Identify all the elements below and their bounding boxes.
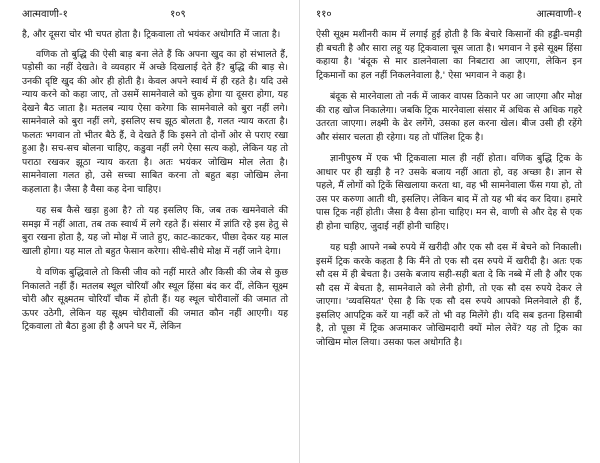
paragraph: ये वणिक बुद्धिवाले तो किसी जीव को नहीं मारते और किसी की जेब से कुछ निकालते नहीं हैं। मतलब स्थूल चोरियाँ और स्थूल हिंसा बंद कर दीं, लेकिन सूक्ष्म चोरी और सूक्ष्मतम चोरियाँ चौक में होती हैं। यह स्थूल चोरीवालों की जमात तो ऊपर उठेगी, लेकिन यह सूक्ष्म चोरीवालों की जमात कौन नहीं आएगी। यह ट्रिकवाला तो बैठा हुआ ही है अपने घर में, लेकिन — [22, 267, 288, 332]
running-head: आत्मवाणी-१ — [22, 9, 68, 20]
paragraph: है, और दूसरा चोर भी चपत होता है। ट्रिकवाला तो भयंकर अधोगति में जाता है। — [22, 29, 281, 40]
running-head: आत्मवाणी-१ — [536, 9, 582, 20]
paragraph: बंदूक से मारनेवाला तो नर्क में जाकर वापस ठिकाने पर आ जाएगा और मोक्ष की राह खोज निकालेगा। जबकि ट्रिक मारनेवाला संसार में अधिक से अधिक गहरे उतरता जाएगा। लक्ष्मी के ढेर लगेंगे, उसका हल करना खेल। बीज उसी ही रहेंगे और संसार चलता ही रहेगा। यह तो पॉलिश ट्रिक है। — [316, 91, 582, 143]
right-page — [300, 0, 600, 463]
left-page-header — [22, 8, 288, 24]
page-number: ११० — [316, 9, 332, 20]
page-number: १०९ — [170, 9, 186, 20]
paragraph: ऐसी सूक्ष्म मशीनरी काम में लगाई हुई होती है कि बेचारे किसानों की हड्डी-चमड़ी ही बचती है और सारा लहू यह ट्रिकवाला चूस जाता है। भगवान ने इसे सूक्ष्म हिंसा कहाया है। 'बंदूक से मार डालनेवाला का निबटारा आ जाएगा, लेकिन इन ट्रिकमानों का हल नहीं निकलनेवाला है,' ऐसा भगवान ने कहा है। — [316, 29, 582, 81]
paragraph: ज्ञानीपुरुष में एक भी ट्रिकवाला माल ही नहीं होता। वणिक बुद्धि ट्रिक के आधार पर ही खड़ी है न? उसके बजाय नहीं आता हो, वह अच्छा है। ज्ञान से पहले, मैं लोगों को ट्रिकें सिखलाया करता था, वह भी सामनेवाला फँस गया हो, तो उस पर करुणा आती थी, इसलिए। लेकिन बाद में तो यह भी बंद कर दिया। हमारे पास ट्रिक नहीं होती। जैसा है वैसा होना चाहिए। मन से, वाणी से और देह से एक ही होना चाहिए, जुदाई नहीं होनी चाहिए। — [316, 153, 582, 232]
right-page-header — [316, 8, 582, 24]
paragraph: यह सब कैसे खड़ा हुआ है? तो यह इसलिए कि, जब तक खमनेवाले की समझ में नहीं आता, तब तक स्वार्थ में लगे रहते हैं। संसार में ज्ञांति रहे इस हेतु से बुरा रखना होता है, यह जो मोक्ष में जाते हुए, काट-काटकर, पीछा देकर यह माल खाली होगा। यह माल तो बहुत फेसान करेगा। सीधे-सीधे मोक्ष में नहीं जाने देगा। — [22, 205, 288, 257]
paragraph: वणिक तो बुद्धि की ऐसी बाड़ बना लेते हैं कि अपना खुद का हो संभालते हैं, पड़ोसी का नहीं देखते। वे व्यवहार में अच्छे दिखलाई देते हैं? बुद्धि की बाड़ से। उनकी दृष्टि खुद की ओर ही होती है। केवल अपने स्वार्थ में ही रहते है। यदि उसे न्याय करने को कहा जाए, तो उसमें सामनेवाले को चुक होगा या दूसरा होगा, यह देखने बैठ जाता है। मतलब न्याय ऐसा करेगा कि सामनेवाले को बुरा नहीं लगे। सामनेवाले को बुरा नहीं लगे, इसलिए सच झूठ बोलता है, गलत न्याय करता है। फलतः भगवान तो भीतर बैठे हैं, वे देखते हैं कि इसने तो दोनों ओर से पराए रखा हुआ है। सच-सच बोलना चाहिए, कडुवा नहीं लगे ऐसा सत्य कहो, लेकिन यह तो पराठा रखकर झूठा न्याय करता है। अतः भयंकर जोखिम मोल लेता है। सामनेवाला गलत हो, उसे सच्चा साबित करना तो बहुत बड़ा जोखिम लेना कहलाता है। जैसा है वैसा कह देना चाहिए। — [22, 48, 288, 195]
paragraph: यह घड़ी आपने नब्बे रुपये में खरीदी और एक सौ दस में बेचने को निकाली। इसमें ट्रिक करके कहता है कि मैंने तो एक सौ दस रुपये में खरीदी है। अतः एक सौ दस में ही बेचता है। उसके बजाय सही-सही बता दे कि नब्बे में ली है और एक सौ दस में बेचता है, सामनेवाले को लेनी होगी, तो एक सौ दस रुपये देकर ले जाएगा। 'व्यवसियत' ऐसा है कि एक सौ दस रुपये आपको मिलनेवाले ही हैं, इसलिए आपट्रिक करें या नहीं करें तो भी वह मिलेंगे ही। यदि सब इतना हिसाबी है, तो पूछा में ट्रिक अजमाकर जोखिमदारी क्यों मोल लेवें? यह तो ट्रिक का जोखिम मोल लिया। उसका फल अधोगति है। — [316, 242, 582, 348]
